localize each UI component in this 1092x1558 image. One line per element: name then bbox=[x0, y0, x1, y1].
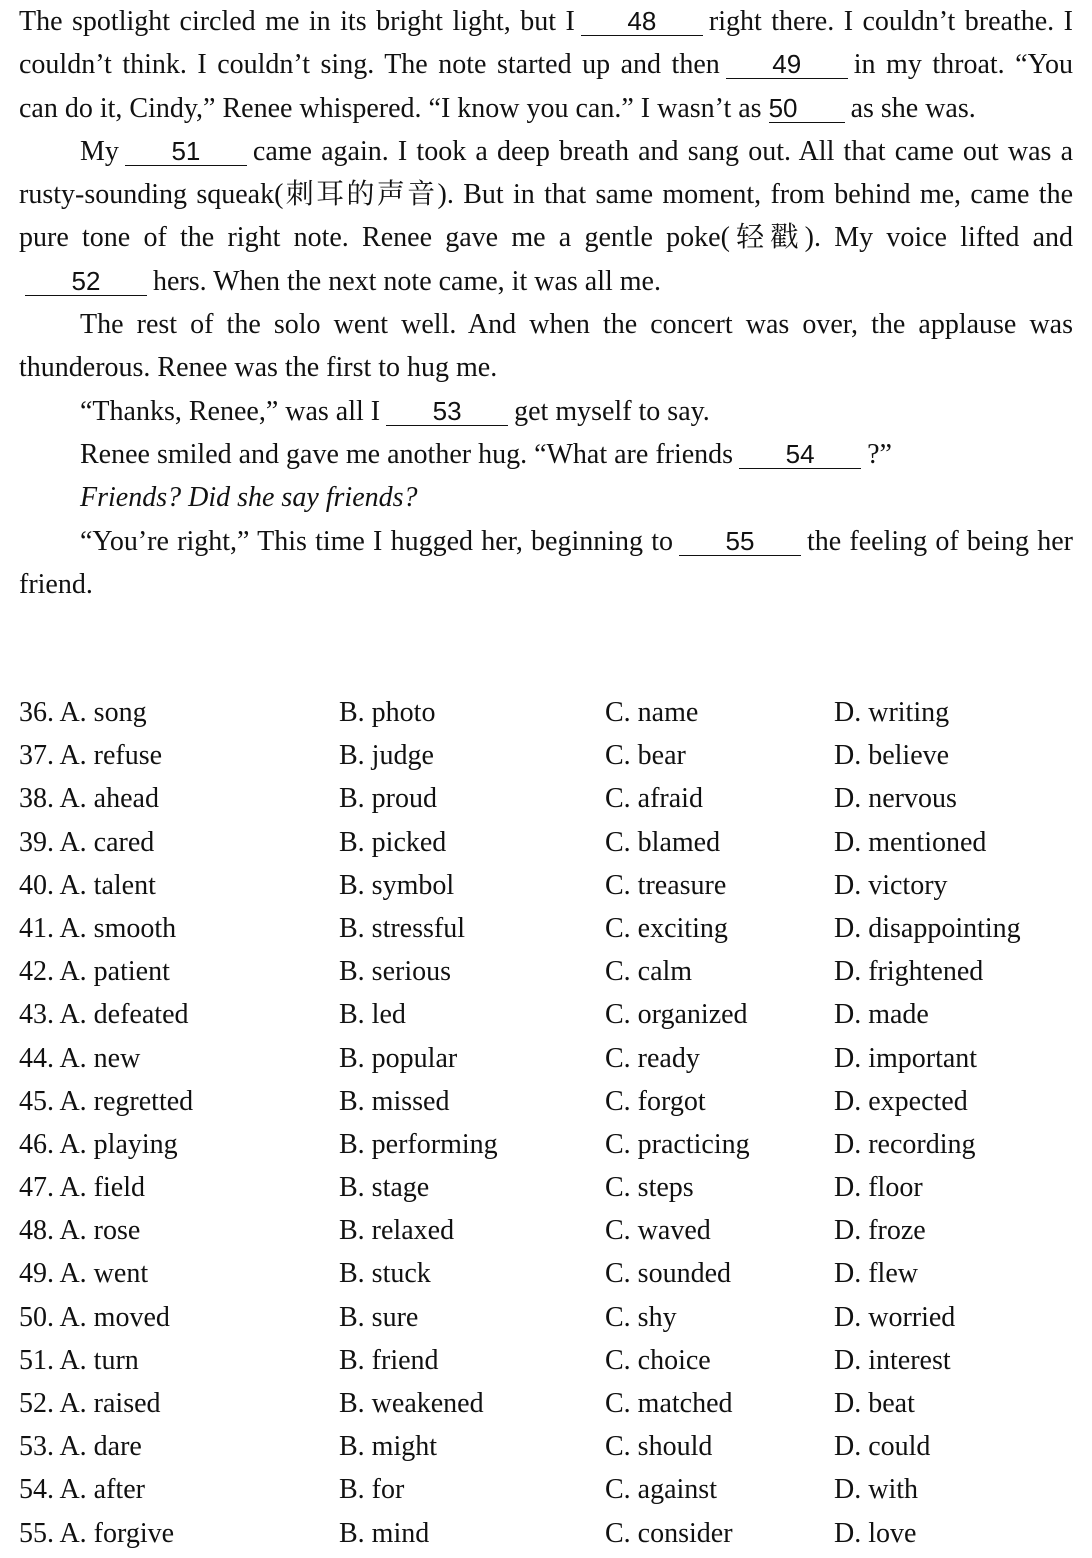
option-c: C. calm bbox=[605, 956, 693, 988]
paragraph-2: My 51 came again. I took a deep breath and sang out. All that came out was a rusty-sounding squeak(刺耳的声音). But in that same moment, from behind me, came the pure tone of the right note. Renee gave me a gentle poke(轻戳). My voice lifted and52 hers. When the next note came, it was all me. bbox=[19, 135, 1073, 297]
option-b: B. picked bbox=[339, 826, 447, 858]
blank-55: 55 bbox=[679, 527, 801, 556]
option-b: B. performing bbox=[339, 1128, 498, 1160]
option-c: C. against bbox=[605, 1474, 717, 1506]
option-a: 46. A. playing bbox=[19, 1128, 178, 1160]
paragraph-5: Renee smiled and gave me another hug. “What are friends 54 ?” bbox=[80, 438, 892, 470]
option-a: 51. A. turn bbox=[19, 1344, 139, 1376]
option-b: B. photo bbox=[339, 697, 436, 728]
option-d: D. mentioned bbox=[834, 826, 987, 858]
option-c: C. name bbox=[605, 697, 699, 728]
option-a: 42. A. patient bbox=[19, 956, 170, 988]
option-d: D. writing bbox=[834, 697, 950, 728]
question-row bbox=[19, 821, 1079, 864]
question-row bbox=[19, 1512, 1079, 1555]
answer-options bbox=[19, 691, 1079, 1555]
option-a: 47. A. field bbox=[19, 1172, 145, 1204]
option-c: C. waved bbox=[605, 1215, 711, 1247]
option-b: B. led bbox=[339, 999, 406, 1031]
blank-51: 51 bbox=[125, 137, 247, 166]
option-c: C. exciting bbox=[605, 912, 728, 944]
blank-54: 54 bbox=[739, 440, 861, 469]
option-a: 36. A. song bbox=[19, 697, 147, 728]
question-row bbox=[19, 1339, 1079, 1382]
option-d: D. important bbox=[834, 1042, 978, 1074]
paragraph-1: The spotlight circled me in its bright light, but I 48 right there. I couldn’t breathe. I couldn’t think. I couldn’t sing. The note started up and then 49 in my throat. “You can do it, Cindy,” Renee whispered. “I know you can.” I wasn’t as 50 as she was. bbox=[19, 6, 1074, 124]
option-d: D. worried bbox=[834, 1301, 956, 1333]
paragraph-4: “Thanks, Renee,” was all I 53 get myself to say. bbox=[80, 395, 710, 427]
option-c: C. steps bbox=[605, 1172, 694, 1204]
paragraph-6: Friends? Did she say friends? bbox=[80, 482, 418, 514]
question-row bbox=[19, 1080, 1079, 1123]
option-a: 53. A. dare bbox=[19, 1431, 142, 1463]
option-b: B. judge bbox=[339, 740, 434, 772]
option-d: D. recording bbox=[834, 1128, 976, 1160]
option-d: D. made bbox=[834, 999, 929, 1031]
option-d: D. could bbox=[834, 1431, 931, 1463]
option-d: D. love bbox=[834, 1517, 917, 1549]
question-row bbox=[19, 734, 1079, 777]
option-a: 50. A. moved bbox=[19, 1301, 170, 1333]
option-a: 45. A. regretted bbox=[19, 1085, 194, 1117]
question-row bbox=[19, 1209, 1079, 1252]
question-row bbox=[19, 1382, 1079, 1425]
option-a: 55. A. forgive bbox=[19, 1517, 175, 1549]
option-d: D. floor bbox=[834, 1172, 923, 1204]
option-b: B. might bbox=[339, 1431, 438, 1463]
option-d: D. interest bbox=[834, 1344, 951, 1376]
option-c: C. ready bbox=[605, 1042, 700, 1074]
option-a: 44. A. new bbox=[19, 1042, 141, 1074]
option-c: C. choice bbox=[605, 1344, 711, 1376]
option-b: B. stuck bbox=[339, 1258, 431, 1290]
question-row bbox=[19, 1252, 1079, 1295]
option-c: C. matched bbox=[605, 1388, 733, 1419]
option-c: C. bear bbox=[605, 740, 686, 772]
option-d: D. believe bbox=[834, 740, 950, 772]
option-d: D. victory bbox=[834, 869, 948, 901]
option-b: B. symbol bbox=[339, 869, 455, 901]
question-row bbox=[19, 993, 1079, 1036]
option-d: D. frightened bbox=[834, 956, 984, 988]
option-a: 40. A. talent bbox=[19, 869, 156, 901]
question-row bbox=[19, 864, 1079, 907]
option-c: C. should bbox=[605, 1431, 713, 1463]
question-row bbox=[19, 950, 1079, 993]
option-b: B. proud bbox=[339, 783, 437, 815]
paragraph-3: The rest of the solo went well. And when the concert was over, the applause was thunderous. Renee was the first to hug me. bbox=[19, 309, 1073, 384]
option-c: C. sounded bbox=[605, 1258, 731, 1290]
option-b: B. mind bbox=[339, 1517, 430, 1549]
option-c: C. blamed bbox=[605, 826, 721, 858]
option-b: B. missed bbox=[339, 1085, 450, 1117]
option-d: D. flew bbox=[834, 1258, 918, 1290]
option-c: C. shy bbox=[605, 1301, 677, 1333]
option-a: 38. A. ahead bbox=[19, 783, 159, 815]
option-d: D. froze bbox=[834, 1215, 926, 1247]
blank-52: 52 bbox=[25, 267, 147, 296]
option-c: C. organized bbox=[605, 999, 748, 1031]
option-d: D. with bbox=[834, 1474, 918, 1506]
option-b: B. stressful bbox=[339, 912, 465, 944]
question-row bbox=[19, 1166, 1079, 1209]
blank-48: 48 bbox=[581, 7, 703, 36]
option-a: 52. A. raised bbox=[19, 1388, 161, 1419]
option-b: B. serious bbox=[339, 956, 451, 988]
option-b: B. for bbox=[339, 1474, 405, 1506]
paragraph-7: “You’re right,” This time I hugged her, beginning to 55 the feeling of being her friend. bbox=[19, 525, 1073, 600]
option-c: C. afraid bbox=[605, 783, 703, 815]
option-c: C. consider bbox=[605, 1517, 733, 1549]
option-a: 43. A. defeated bbox=[19, 999, 189, 1031]
option-a: 41. A. smooth bbox=[19, 912, 177, 944]
option-c: C. practicing bbox=[605, 1128, 750, 1160]
question-row bbox=[19, 777, 1079, 820]
question-row bbox=[19, 1425, 1079, 1468]
question-row bbox=[19, 1123, 1079, 1166]
option-d: D. beat bbox=[834, 1388, 915, 1419]
blank-49: 49 bbox=[726, 50, 848, 79]
option-a: 48. A. rose bbox=[19, 1215, 141, 1247]
option-d: D. expected bbox=[834, 1085, 968, 1117]
option-a: 49. A. went bbox=[19, 1258, 149, 1290]
option-b: B. weakened bbox=[339, 1388, 484, 1419]
option-c: C. treasure bbox=[605, 869, 727, 901]
question-row bbox=[19, 691, 1079, 734]
option-c: C. forgot bbox=[605, 1085, 706, 1117]
blank-50: 50 bbox=[769, 94, 845, 123]
option-b: B. sure bbox=[339, 1301, 419, 1333]
question-row bbox=[19, 1296, 1079, 1339]
question-row bbox=[19, 907, 1079, 950]
option-b: B. stage bbox=[339, 1172, 430, 1204]
question-row bbox=[19, 1037, 1079, 1080]
option-a: 54. A. after bbox=[19, 1474, 145, 1506]
option-d: D. disappointing bbox=[834, 912, 1021, 944]
question-row bbox=[19, 1468, 1079, 1511]
option-a: 39. A. cared bbox=[19, 826, 155, 858]
blank-53: 53 bbox=[386, 397, 508, 426]
option-a: 37. A. refuse bbox=[19, 740, 163, 772]
option-b: B. popular bbox=[339, 1042, 458, 1074]
option-b: B. friend bbox=[339, 1344, 439, 1376]
passage bbox=[19, 0, 1073, 606]
option-b: B. relaxed bbox=[339, 1215, 455, 1247]
option-d: D. nervous bbox=[834, 783, 957, 815]
